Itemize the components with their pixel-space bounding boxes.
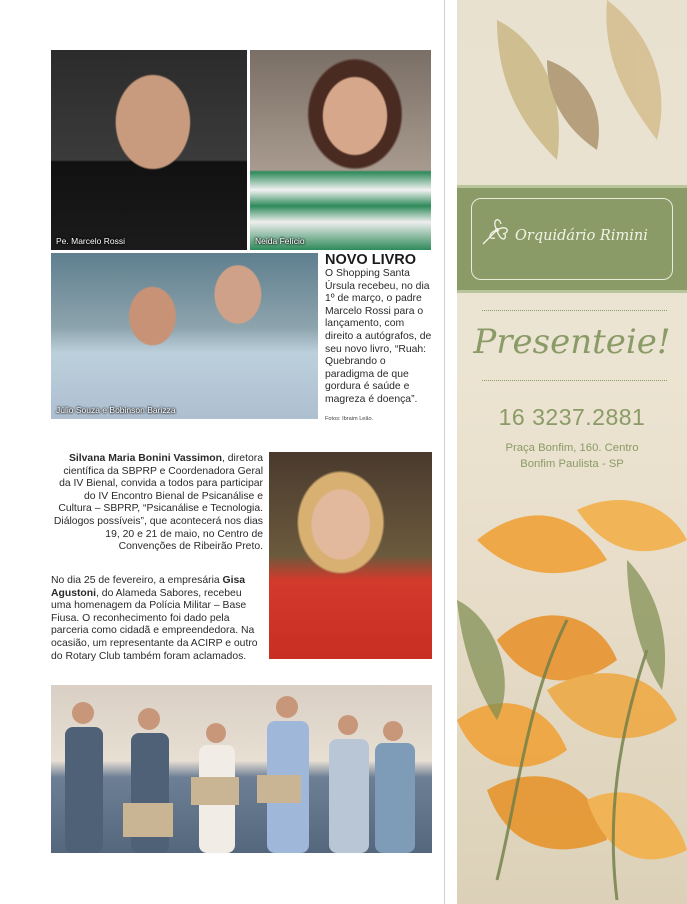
dotted-divider-top xyxy=(482,310,667,311)
ad-address-line2: Bonfim Paulista - SP xyxy=(520,458,624,470)
ad-phone: 16 3237.2881 xyxy=(498,404,646,430)
caption-julio-bobinson: Júlio Souza e Bobinson Barizza xyxy=(56,405,176,415)
caption-neida-felicio: Neida Felício xyxy=(255,236,305,246)
dotted-divider-bottom xyxy=(482,380,667,381)
caption-marcelo-rossi: Pe. Marcelo Rossi xyxy=(56,236,125,246)
photo-silvana xyxy=(269,452,432,659)
brand-name: Orquidário Rimini xyxy=(515,228,648,244)
photo-group-homenagem xyxy=(51,685,432,853)
silvana-text: , diretora científica da SBPRP e Coordenadora Geral da IV Bienal, convida a todos para participar do IV Encontro Bienal de Psicanálise e Cultura – SBPRP, “Psicanálise e Tecnologia. Diálogos possíveis”, que acontecerá nos dias 19, 20 e 21 de maio, no Centro de Convenções de Ribeirão Preto. xyxy=(53,453,263,553)
group-figures xyxy=(51,685,432,853)
gisa-name: Gisa Agustoni xyxy=(51,575,246,599)
brand-banner xyxy=(457,185,687,293)
photo-credit: Fotos: Ibraim Leão. xyxy=(325,416,374,422)
novo-livro-heading: NOVO LIVRO xyxy=(325,252,417,268)
ad-address-line1: Praça Bonfim, 160. Centro xyxy=(505,442,639,454)
gisa-text: , do Alameda Sabores, recebeu uma homenagem da Polícia Militar – Base Fiusa. O reconhecimento foi dado pela parceria como cidadã e empreendedora. Na ocasião, um representante da ACIRP e outro do Rotary Club também foram aclamados. xyxy=(51,587,258,662)
photo-marcelo-rossi xyxy=(51,50,247,250)
gisa-paragraph xyxy=(51,575,263,663)
ad-slogan: Presenteie! xyxy=(473,322,671,362)
column-divider xyxy=(444,0,445,904)
gisa-intro: No dia 25 de fevereiro, a empresária xyxy=(51,575,223,586)
orchid-logo-icon xyxy=(479,212,515,248)
orquidario-ad xyxy=(457,0,687,904)
photo-neida-felicio xyxy=(250,50,431,250)
photo-julio-bobinson xyxy=(51,253,318,419)
novo-livro-body: O Shopping Santa Úrsula recebeu, no dia 1º de março, o padre Marcelo Rossi para o lançamento, com direito a autógrafos, de seu novo livro, “Ruah: Quebrando o paradigma de que gordura é saúde e magreza é doença”. xyxy=(325,268,432,405)
silvana-paragraph xyxy=(51,453,263,554)
silvana-name: Silvana Maria Bonini Vassimon xyxy=(68,453,222,464)
